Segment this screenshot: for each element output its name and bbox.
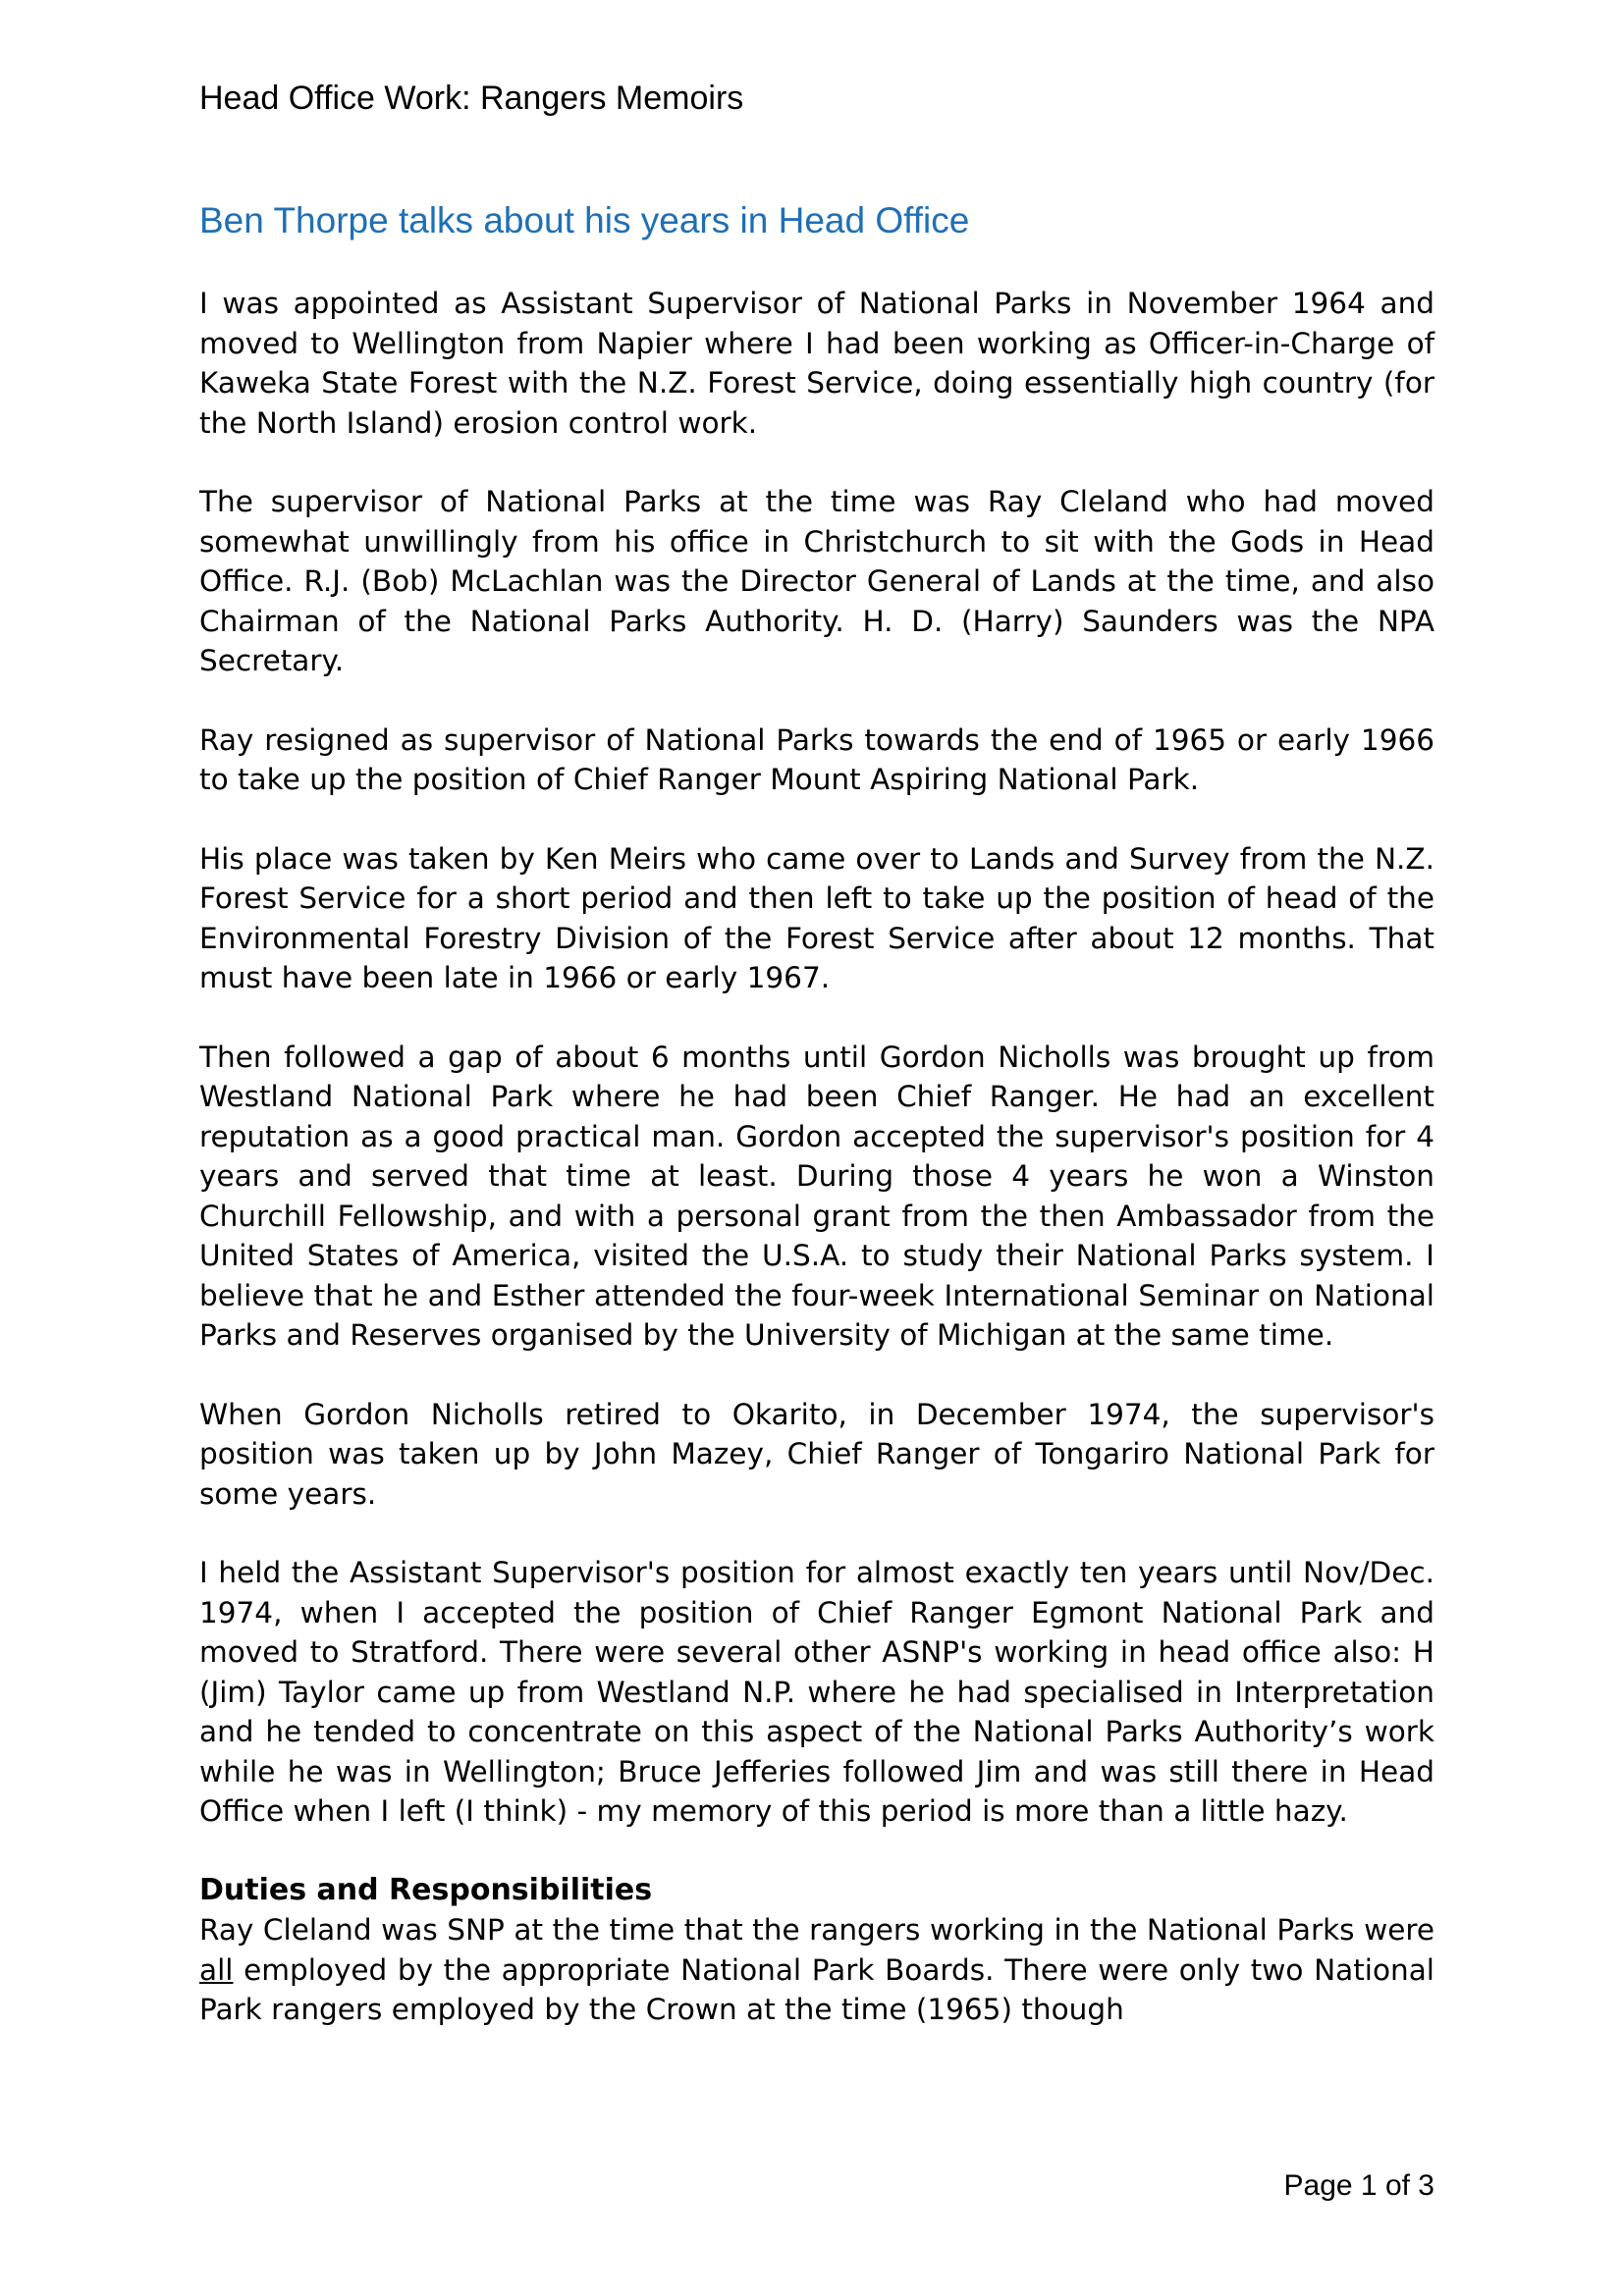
paragraph: I held the Assistant Supervisor's position for almost exactly ten years until Nov/Dec. 1974, when I accepted the position of Chief Ranger Egmont National Park and moved to Stratford. There were several other ASNP's working in head office also: H (Jim) Taylor came up from Westland N.P. where he had specialised in Interpretation and he tended to concentrate on this aspect of the National Parks Authority’s work while he was in Wellington; Bruce Jefferies followed Jim and was still there in Head Office when I left (I think) - my memory of this period is more than a little hazy. — [199, 1556, 1434, 1828]
paragraph: The supervisor of National Parks at the time was Ray Cleland who had moved somewhat unwillingly from his office in Christchurch to sit with the Gods in Head Office. R.J. (Bob) McLachlan was the Director General of Lands at the time, and also Chairman of the National Parks Authority. H. D. (Harry) Saunders was the NPA Secretary. — [199, 485, 1434, 677]
article-body — [199, 284, 1434, 2069]
document-header-title: Head Office Work: Rangers Memoirs — [199, 80, 744, 117]
underlined-word: all — [199, 1952, 234, 1987]
article-title: Ben Thorpe talks about his years in Head Office — [199, 200, 970, 240]
paragraph: Then followed a gap of about 6 months until Gordon Nicholls was brought up from Westland National Park where he had been Chief Ranger. He had an excellent reputation as a good practical man. Gordon accepted the supervisor's position for 4 years and served that time at least. During those 4 years he won a Winston Churchill Fellowship, and with a personal grant from the then Ambassador from the United States of America, visited the U.S.A. to study their National Parks system. I believe that he and Esther attended the four-week International Seminar on National Parks and Reserves organised by the University of Michigan at the same time. — [199, 1040, 1434, 1352]
paragraph: When Gordon Nicholls retired to Okarito, in December 1974, the supervisor's position was taken up by John Mazey, Chief Ranger of Tongariro National Park for some years. — [199, 1397, 1434, 1511]
paragraph: I was appointed as Assistant Supervisor of National Parks in November 1964 and moved to Wellington from Napier where I had been working as Officer-in-Charge of Kaweka State Forest with the N.Z. Forest Service, doing essentially high country (for the North Island) erosion control work. — [199, 287, 1434, 440]
section-text-end: employed by the appropriate National Park Boards. There were only two National Park rangers employed by the Crown at the time (1965) though — [199, 1952, 1434, 2026]
section-paragraph — [199, 1910, 1434, 2030]
section-text-start: Ray Cleland was SNP at the time that the rangers working in the National Parks were — [199, 1913, 1434, 1947]
section-heading: Duties and Responsibilities — [199, 1872, 653, 1907]
page-number: Page 1 of 3 — [1283, 2169, 1434, 2202]
paragraph: Ray resigned as supervisor of National Parks towards the end of 1965 or early 1966 to take up the position of Chief Ranger Mount Aspiring National Park. — [199, 722, 1434, 796]
paragraph: His place was taken by Ken Meirs who came over to Lands and Survey from the N.Z. Forest Service for a short period and then left to take up the position of head of the Environmental Forestry Division of the Forest Service after about 12 months. That must have been late in 1966 or early 1967. — [199, 841, 1434, 994]
